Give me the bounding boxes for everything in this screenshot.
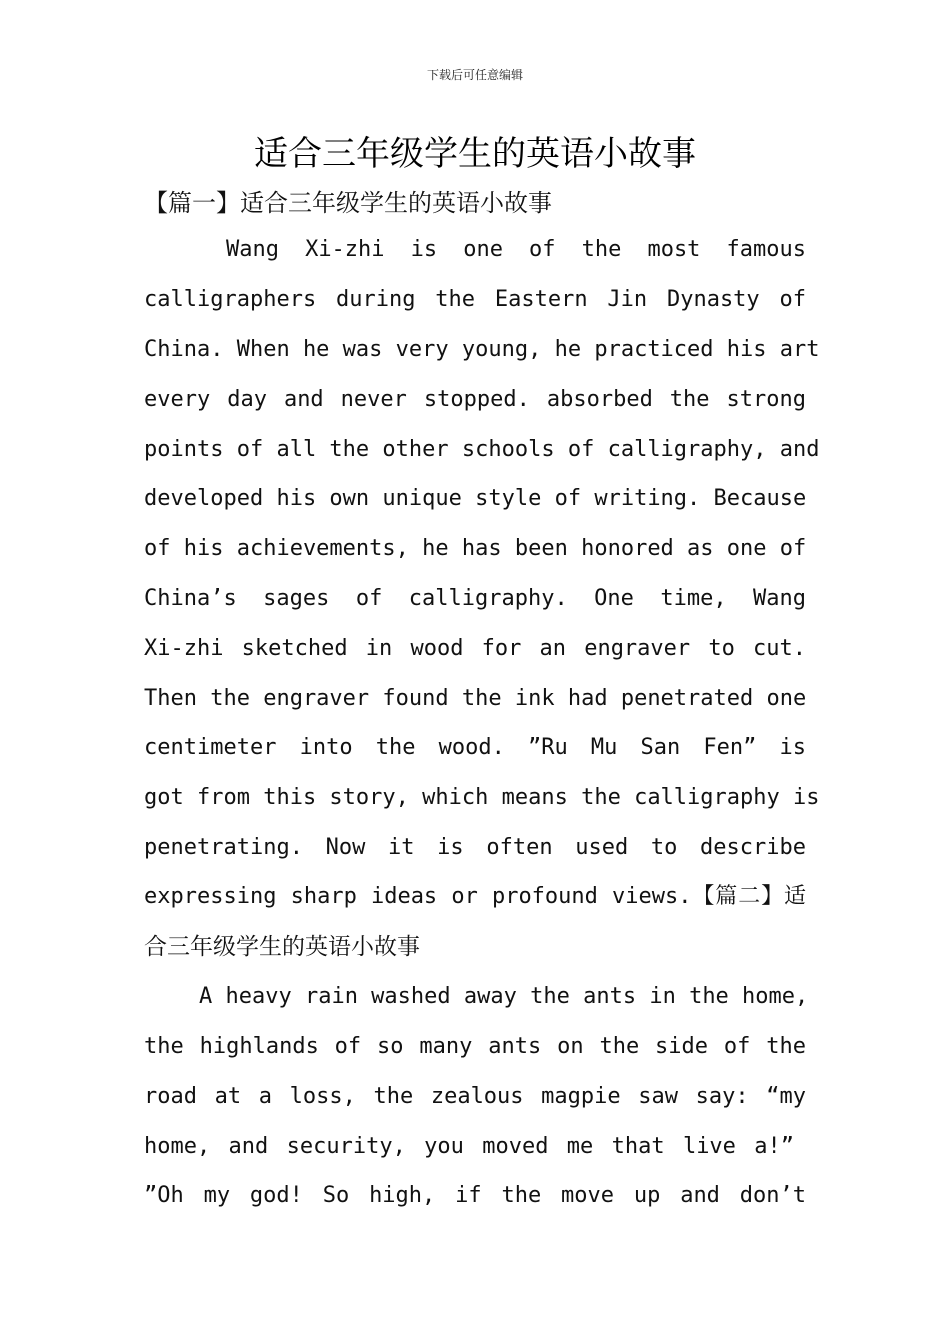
paragraph-line: developed his own unique style of writing. Because	[144, 486, 807, 511]
paragraph-line: every day and never stopped. absorbed the strong	[144, 387, 806, 412]
paragraph-line: ”Oh my god! So high, if the move up and don’t	[144, 1183, 806, 1208]
page-header-note: 下载后可任意编辑	[426, 68, 523, 82]
paragraph-line: got from this story, which means the calligraphy is	[144, 785, 820, 810]
paragraph-line: the highlands of so many ants on the side of the	[144, 1034, 806, 1059]
document-title: 适合三年级学生的英语小故事	[254, 134, 696, 174]
paragraph-line: calligraphers during the Eastern Jin Dynasty of	[144, 287, 806, 312]
paragraph-line: China. When he was very young, he practiced his art	[144, 337, 820, 362]
section-2-heading-continued: 合三年级学生的英语小故事	[144, 934, 420, 960]
paragraph-line: centimeter into the wood. ”Ru Mu San Fen” is	[144, 735, 806, 760]
paragraph-line: expressing sharp ideas or profound views.【篇二】适	[144, 884, 806, 909]
paragraph-line: points of all the other schools of calligraphy, and	[144, 437, 820, 462]
paragraph-line: A heavy rain washed away the ants in the home,	[199, 984, 809, 1009]
paragraph-line: road at a loss, the zealous magpie saw say: “my	[144, 1084, 806, 1109]
paragraph-line: penetrating. Now it is often used to describe	[144, 835, 806, 860]
paragraph-line: of his achievements, he has been honored as one of	[144, 536, 807, 561]
paragraph-line: China’s sages of calligraphy. One time, Wang	[144, 586, 806, 611]
paragraph-line: home, and security, you moved me that live a!”	[144, 1134, 794, 1159]
paragraph-line: Wang Xi-zhi is one of the most famous	[226, 237, 806, 262]
section-1-heading: 【篇一】适合三年级学生的英语小故事	[144, 189, 552, 217]
paragraph-line: Xi-zhi sketched in wood for an engraver to cut.	[144, 636, 806, 661]
paragraph-line: Then the engraver found the ink had penetrated one	[144, 686, 807, 711]
